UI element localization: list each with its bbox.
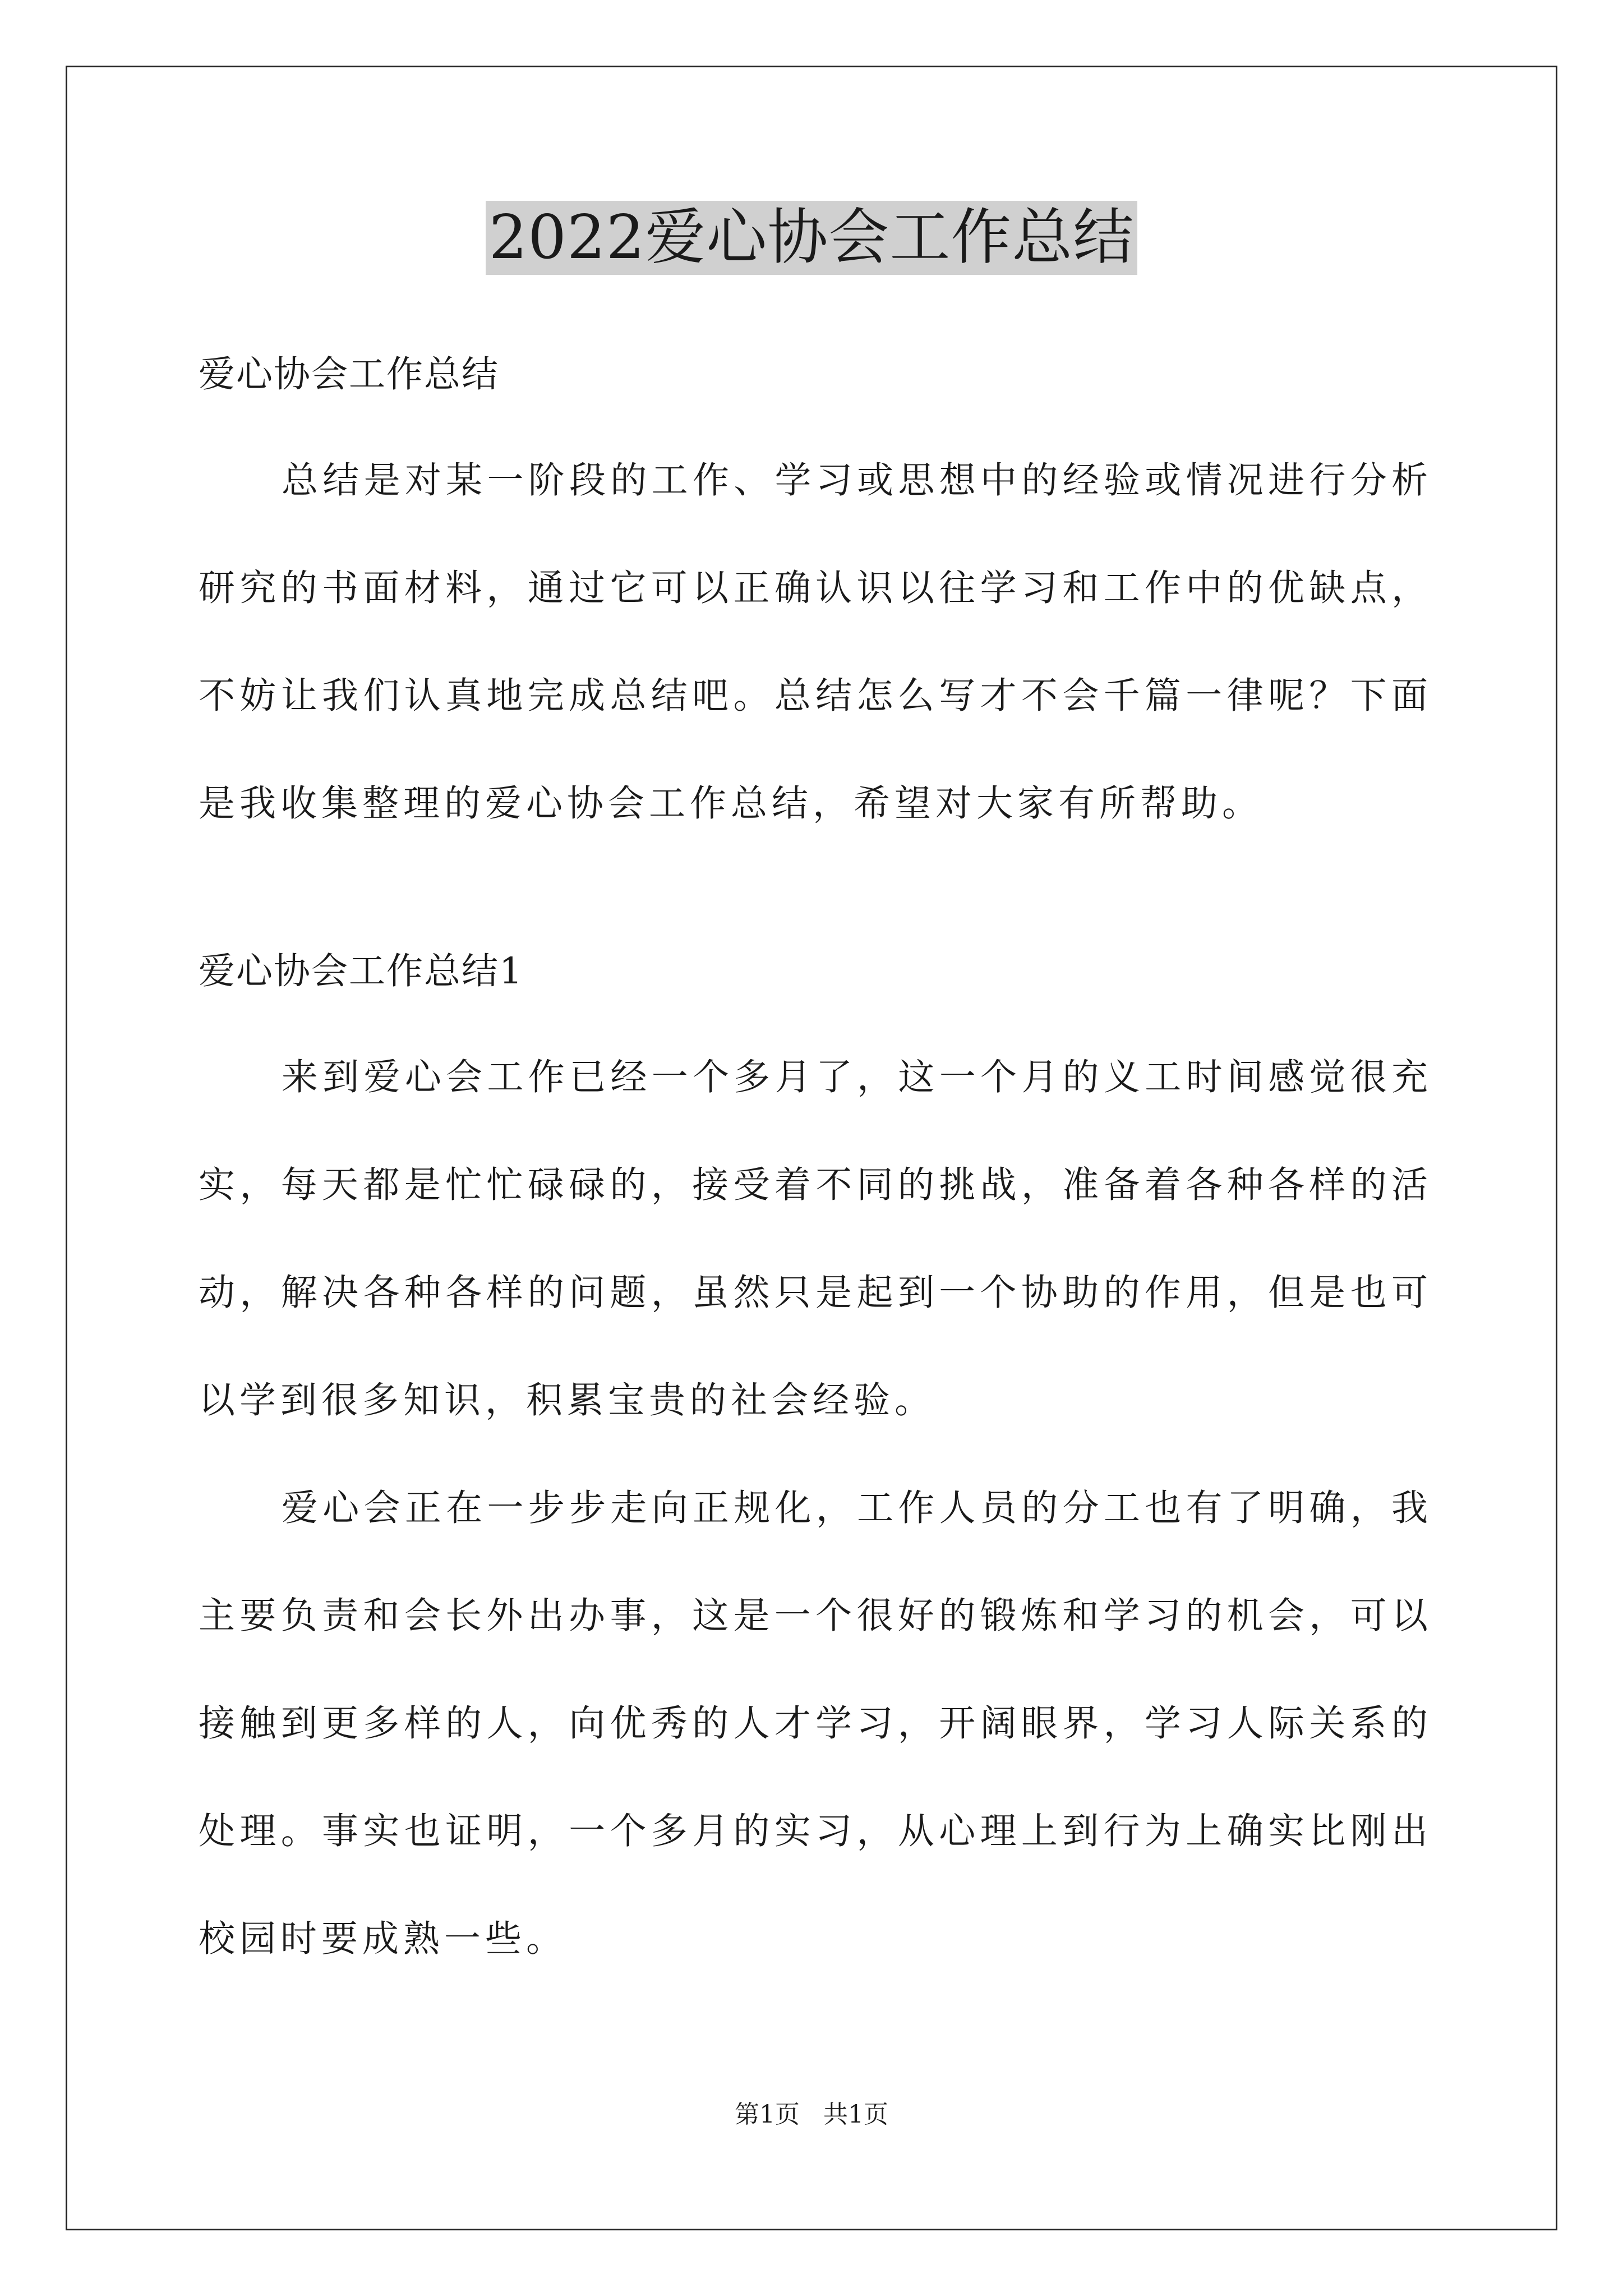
section-heading: 爱心协会工作总结1 [199, 950, 524, 992]
page-number: 第1页 [735, 2100, 800, 2129]
body-paragraph: 来到爱心会工作已经一个多月了，这一个月的义工时间感觉很充实，每天都是忙忙碌碌的，接受着不同的挑战，准备着各种各样的活动，解决各种各样的问题，虽然只是起到一个协助的作用，但是也可以学到很多知识，积累宝贵的社会经验。 [199, 1056, 1432, 1421]
document-body [199, 348, 1432, 1993]
section-heading: 爱心协会工作总结 [199, 353, 500, 395]
document-title: 2022爱心协会工作总结 [486, 201, 1138, 275]
page-total: 共1页 [823, 2100, 888, 2129]
title-container [0, 201, 1623, 275]
page-footer [0, 2098, 1623, 2132]
body-paragraph: 爱心会正在一步步走向正规化，工作人员的分工也有了明确，我主要负责和会长外出办事，这是一个很好的锻炼和学习的机会，可以接触到更多样的人，向优秀的人才学习，开阔眼界，学习人际关系的处理。事实也证明，一个多月的实习，从心理上到行为上确实比刚出校园时要成熟一些。 [199, 1487, 1432, 1960]
intro-paragraph: 总结是对某一阶段的工作、学习或思想中的经验或情况进行分析研究的书面材料，通过它可以正确认识以往学习和工作中的优缺点，不妨让我们认真地完成总结吧。总结怎么写才不会千篇一律呢？下面是我收集整理的爱心协会工作总结，希望对大家有所帮助。 [199, 459, 1432, 825]
